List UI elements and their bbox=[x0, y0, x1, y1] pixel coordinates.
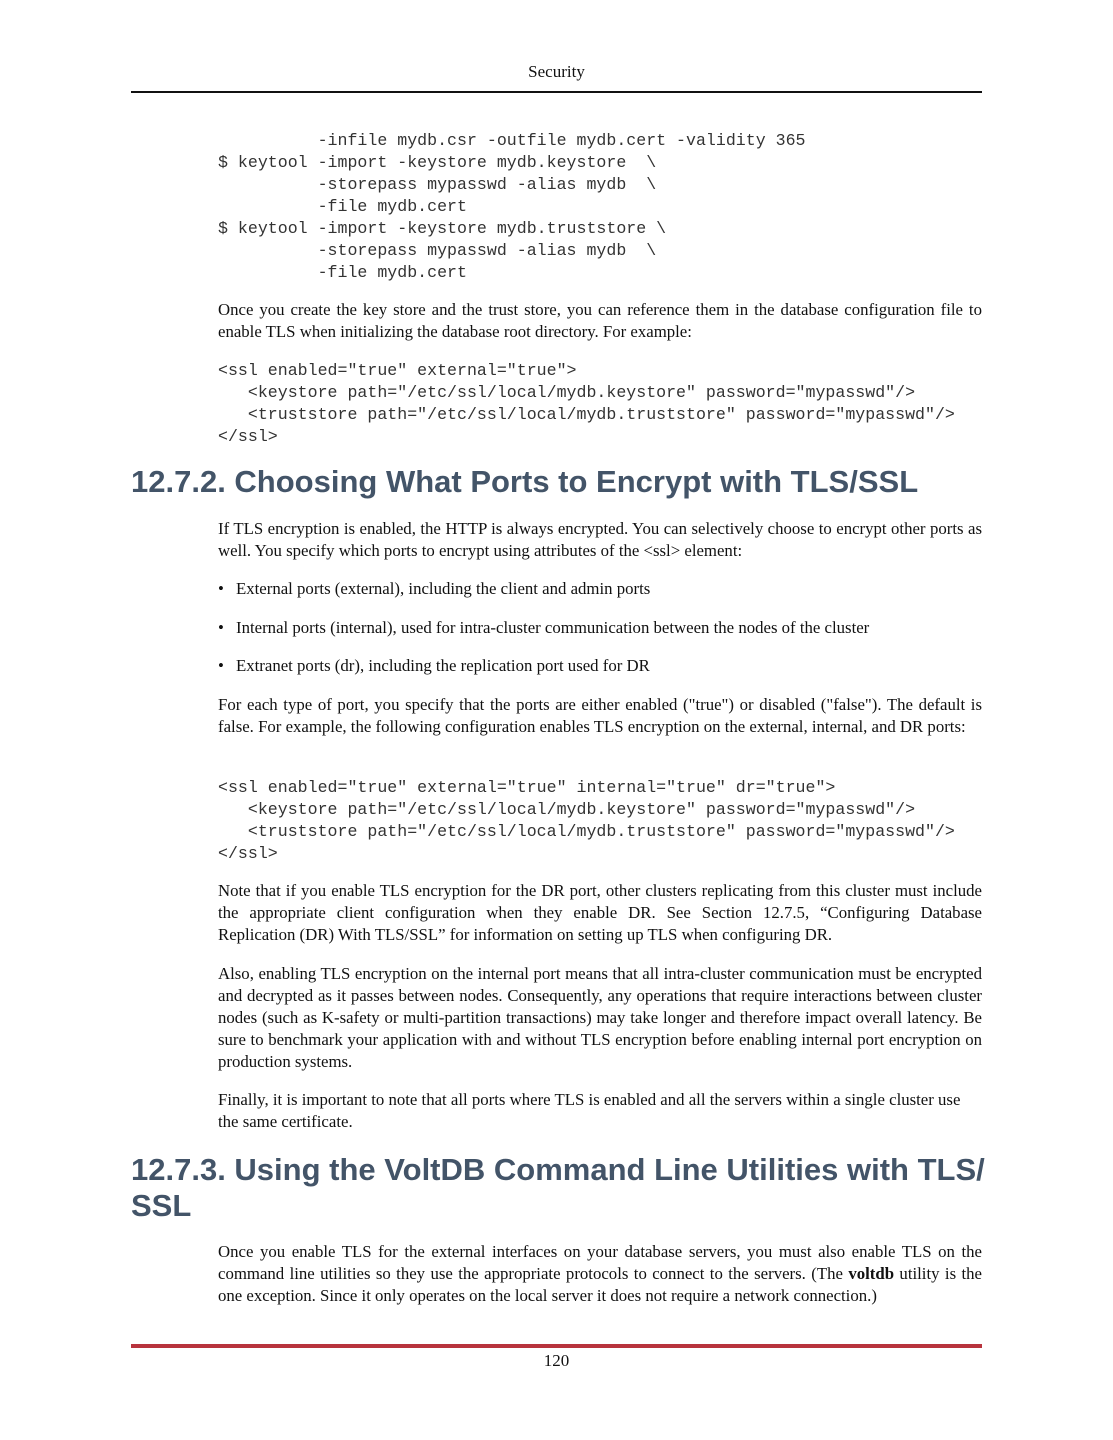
paragraph-text-end: utility is the one exception. Since it only operates on the local server it does not require a network connection.) bbox=[218, 1264, 983, 1305]
page-number: 120 bbox=[543, 1351, 570, 1370]
code-block-ssl-config: <ssl enabled="true" external="true"> <keystore path="/etc/ssl/local/mydb.keystore" password="mypasswd"/> <truststore path="/etc/ssl/local/mydb.truststore" password="mypasswd"/> </ssl> bbox=[218, 361, 955, 446]
paragraph-port-types: For each type of port, you specify that the ports are either enabled ("true") or disabled ("false"). The default is false. For example, the following configuration enables TLS encryption on the external, internal, and DR ports: bbox=[218, 695, 982, 736]
footer-rule bbox=[131, 1344, 982, 1348]
paragraph-internal-latency: Also, enabling TLS encryption on the internal port means that all intra-cluster communication must be encrypted and decrypted as it passes between nodes. Consequently, any operations that require interactions between cluster nodes (such as K-safety or multi-partition transactions) may take longer and therefore impact overall latency. Be sure to benchmark your application with and without TLS encryption before enabling internal port encryption on production systems. bbox=[218, 964, 982, 1071]
list-item-text: External ports (external), including the client and admin ports bbox=[236, 579, 651, 598]
bullet-icon: • bbox=[218, 618, 224, 637]
header-rule bbox=[131, 91, 982, 93]
section-heading-command-line-utilities bbox=[131, 1152, 991, 1224]
paragraph-keystore-intro: Once you create the key store and the trust store, you can reference them in the database configuration file to enable TLS when initializing the database root directory. For example: bbox=[218, 300, 982, 341]
list-item-text: Internal ports (internal), used for intra-cluster communication between the nodes of the cluster bbox=[236, 618, 870, 637]
code-block-ssl-all-ports: <ssl enabled="true" external="true" internal="true" dr="true"> <keystore path="/etc/ssl/local/mydb.keystore" password="mypasswd"/> <truststore path="/etc/ssl/local/mydb.truststore" password="mypasswd"/> </ssl> bbox=[218, 778, 955, 863]
section-heading-line-2: SSL bbox=[131, 1188, 192, 1223]
page-header: Security bbox=[528, 62, 585, 81]
paragraph-text-start: Once you enable TLS for the external interfaces on your database servers, you must also enable TLS on the command line utilities so they use the appropriate protocols to connect to the servers. (The bbox=[218, 1242, 982, 1283]
list-item bbox=[218, 655, 982, 677]
list-item bbox=[218, 617, 982, 639]
section-heading-choosing-ports: 12.7.2. Choosing What Ports to Encrypt with TLS/SSL bbox=[131, 464, 919, 499]
paragraph-enable-tls-utilities bbox=[218, 1241, 982, 1307]
list-item bbox=[218, 578, 982, 600]
bullet-icon: • bbox=[218, 579, 224, 598]
paragraph-http-encrypted: If TLS encryption is enabled, the HTTP is always encrypted. You can selectively choose to encrypt other ports as well. You specify which ports to encrypt using attributes of the <ssl> element: bbox=[218, 519, 982, 560]
section-heading-line-1: 12.7.3. Using the VoltDB Command Line Utilities with TLS/ bbox=[131, 1152, 985, 1187]
bullet-icon: • bbox=[218, 656, 224, 675]
paragraph-same-certificate: Finally, it is important to note that all ports where TLS is enabled and all the servers within a single cluster use the same certificate. bbox=[218, 1090, 961, 1131]
code-block-keytool: -infile mydb.csr -outfile mydb.cert -validity 365 $ keytool -import -keystore mydb.keystore \ -storepass mypasswd -alias mydb \ -file mydb.cert $ keytool -import -keystore mydb.truststore \ -storepass mypasswd -alias mydb \ -file mydb.cert bbox=[218, 131, 806, 282]
paragraph-dr-note: Note that if you enable TLS encryption for the DR port, other clusters replicating from this cluster must include the appropriate client configuration when they enable DR. See Section 12.7.5, “Configuring Database Replication (DR) With TLS/SSL” for information on setting up TLS when configuring DR. bbox=[218, 881, 982, 944]
voltdb-command-name: voltdb bbox=[848, 1264, 895, 1283]
list-item-text: Extranet ports (dr), including the replication port used for DR bbox=[236, 656, 650, 675]
